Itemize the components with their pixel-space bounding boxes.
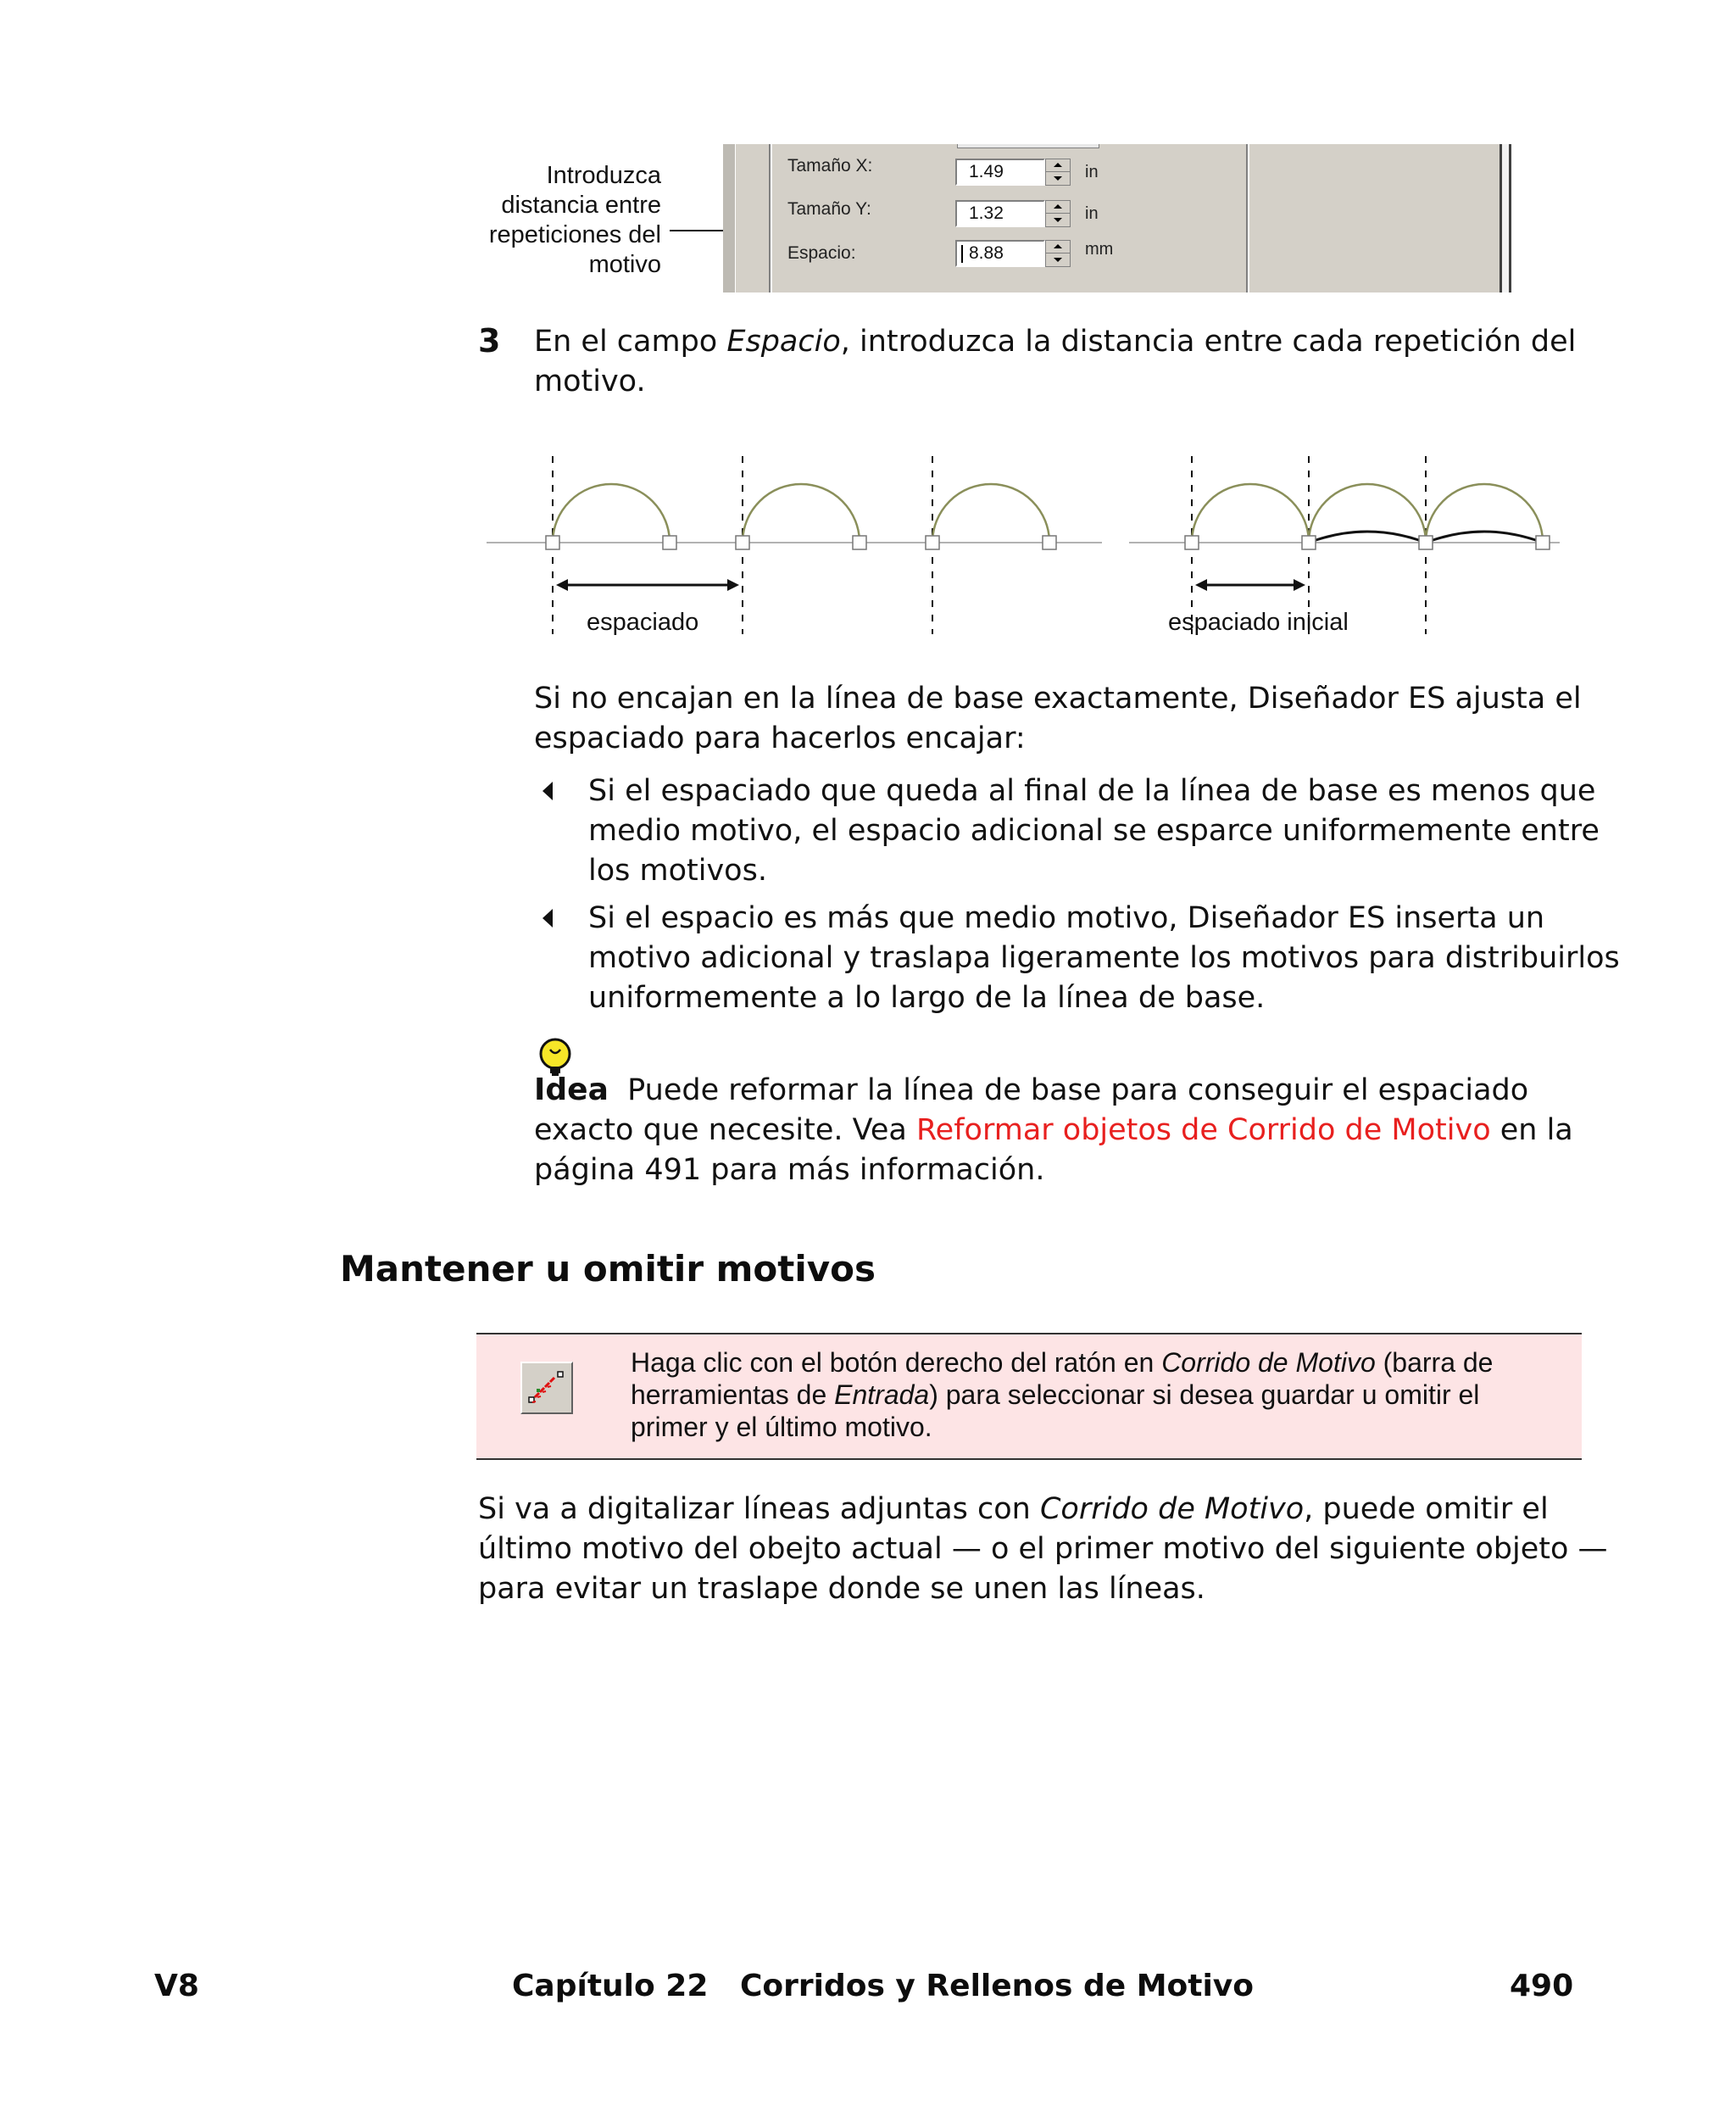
node-marker: [1419, 536, 1433, 549]
tool-name: Corrido de Motivo: [1039, 1492, 1305, 1526]
size-y-spinner[interactable]: [1045, 200, 1071, 227]
node-marker: [853, 536, 866, 549]
node-marker: [1302, 536, 1316, 549]
bullet-line: motivo adicional y traslapa ligeramente los motivos para distribuirlos: [588, 941, 1620, 975]
paragraph-line: Si no encajan en la línea de base exactamente, Diseñador ES ajusta el: [534, 682, 1582, 716]
motif-arc: [553, 484, 670, 543]
instruction-part: (barra de herramientas de: [631, 1347, 1494, 1410]
field-name: Espacio: [726, 325, 841, 359]
arrowhead: [727, 579, 739, 591]
section-heading: Mantener u omitir motivos: [340, 1248, 876, 1290]
tip-text: página 491 para más información.: [534, 1153, 1045, 1187]
paragraph-line: espaciado para hacerlos encajar:: [534, 721, 1026, 755]
size-y-unit: in: [1085, 204, 1099, 223]
paragraph-line: para evitar un traslape donde se unen las líneas.: [478, 1572, 1205, 1606]
paragraph-line: Si va a digitalizar líneas adjuntas con: [478, 1492, 1040, 1526]
callout-line: repeticiones del: [488, 221, 661, 248]
bullet-line: medio motivo, el espacio adicional se esparce uniformemente entre: [588, 814, 1600, 848]
bullet-item: [588, 772, 1600, 891]
dialog-callout: [441, 161, 661, 280]
spacing-unit: mm: [1085, 240, 1114, 259]
tip-text: en la: [1490, 1113, 1573, 1147]
callout-line: motivo: [588, 251, 661, 278]
arrow-down-icon: [1054, 176, 1062, 181]
size-y-label: Tamaño Y:: [787, 199, 871, 219]
instruction-part: ) para seleccionar si desea guardar u omitir el primer y el último motivo.: [631, 1379, 1480, 1442]
instruction-box: [476, 1333, 1582, 1460]
dialog-divider: [769, 144, 772, 292]
tip-text: Puede reformar la línea de base para conseguir el espaciado: [627, 1073, 1529, 1107]
spin-down-button[interactable]: [1046, 172, 1070, 185]
arrow-down-icon: [1054, 218, 1062, 222]
arrowhead: [1294, 579, 1305, 591]
toolbar-name: Entrada: [834, 1379, 930, 1410]
step-3-text: [534, 322, 1576, 402]
footer-page-number: 490: [1510, 1969, 1574, 2003]
arrow-up-icon: [1054, 204, 1062, 209]
bullet-line: Si el espaciado que queda al final de la línea de base es menos que: [588, 774, 1596, 808]
step-text: En el campo: [534, 325, 727, 359]
tip-text: exacto que necesite. Vea: [534, 1113, 916, 1147]
step-text: motivo.: [534, 365, 646, 398]
paragraph-line: último motivo del obejto actual — o el primer motivo del siguiente objeto —: [478, 1532, 1608, 1566]
bullet-item: [588, 899, 1620, 1018]
spin-down-button[interactable]: [1046, 214, 1070, 226]
dialog-edge-right: [1500, 144, 1511, 292]
spacing-value: 8.88: [969, 243, 1004, 263]
node-marker: [663, 536, 676, 549]
size-x-label: Tamaño X:: [787, 156, 873, 175]
step-number: 3: [478, 322, 501, 359]
spin-down-button[interactable]: [1046, 253, 1070, 266]
footer-chapter: Capítulo 22 Corridos y Rellenos de Motivo: [512, 1969, 1255, 2003]
instruction-text: [631, 1346, 1563, 1443]
size-y-field[interactable]: 1.32: [955, 200, 1045, 227]
spin-up-button[interactable]: [1046, 159, 1070, 172]
motif-arc: [1192, 484, 1309, 543]
arrow-up-icon: [1054, 244, 1062, 248]
spin-up-button[interactable]: [1046, 241, 1070, 253]
footer-version: V8: [154, 1969, 199, 2003]
step-text: , introduzca la distancia entre cada repetición del: [840, 325, 1577, 359]
node-marker: [926, 536, 939, 549]
arrowhead: [556, 579, 568, 591]
dialog-edge: [723, 144, 736, 292]
cross-reference-link[interactable]: Reformar objetos de Corrido de Motivo: [915, 1113, 1491, 1147]
size-x-field[interactable]: 1.49: [955, 159, 1045, 186]
spacing-diagram: [483, 449, 1577, 644]
motif-arc: [932, 484, 1049, 543]
bullet-line: uniformemente a lo largo de la línea de base.: [588, 981, 1266, 1015]
right-diagram: [1129, 456, 1560, 636]
instruction-part: Haga clic con el botón derecho del ratón en: [631, 1347, 1162, 1378]
dialog-separator: [1246, 144, 1249, 292]
motif-run-icon: [522, 1363, 571, 1412]
motif-arc: [1426, 484, 1543, 543]
spacing-label: espaciado: [587, 609, 699, 636]
paragraph-line: , puede omitir el: [1304, 1492, 1549, 1526]
dialog-field-fragment: [957, 144, 1099, 148]
node-marker: [1185, 536, 1199, 549]
text-caret: [961, 245, 963, 263]
node-marker: [736, 536, 749, 549]
callout-line: distancia entre: [501, 192, 661, 219]
motif-arc: [1309, 484, 1426, 543]
callout-line: Introduzca: [546, 162, 661, 189]
tool-name: Corrido de Motivo: [1161, 1347, 1376, 1378]
bullet-icon: [542, 782, 553, 800]
bullet-icon: [542, 909, 553, 928]
arrow-up-icon: [1054, 163, 1062, 167]
size-x-unit: in: [1085, 163, 1099, 181]
initial-spacing-label: espaciado inicial: [1168, 609, 1349, 636]
closing-paragraph: [478, 1490, 1608, 1609]
spacing-label: Espacio:: [787, 243, 856, 263]
node-marker: [1536, 536, 1550, 549]
bullet-line: los motivos.: [588, 854, 767, 888]
motif-run-tool-icon: [520, 1362, 573, 1414]
left-diagram: [487, 456, 1102, 636]
tip-paragraph: [534, 1070, 1573, 1190]
motif-run-dialog: [723, 144, 1511, 292]
spacing-field[interactable]: [955, 240, 1045, 267]
node-marker: [1043, 536, 1056, 549]
node-marker: [546, 536, 559, 549]
arrowhead: [1195, 579, 1207, 591]
tip-label: Idea: [534, 1072, 609, 1107]
spin-up-button[interactable]: [1046, 201, 1070, 214]
motif-arc: [743, 484, 860, 543]
bullet-line: Si el espacio es más que medio motivo, Diseñador ES inserta un: [588, 901, 1545, 935]
fit-paragraph: [534, 679, 1582, 759]
spacing-spinner[interactable]: [1045, 240, 1071, 267]
arrow-down-icon: [1054, 258, 1062, 262]
size-x-spinner[interactable]: [1045, 159, 1071, 186]
